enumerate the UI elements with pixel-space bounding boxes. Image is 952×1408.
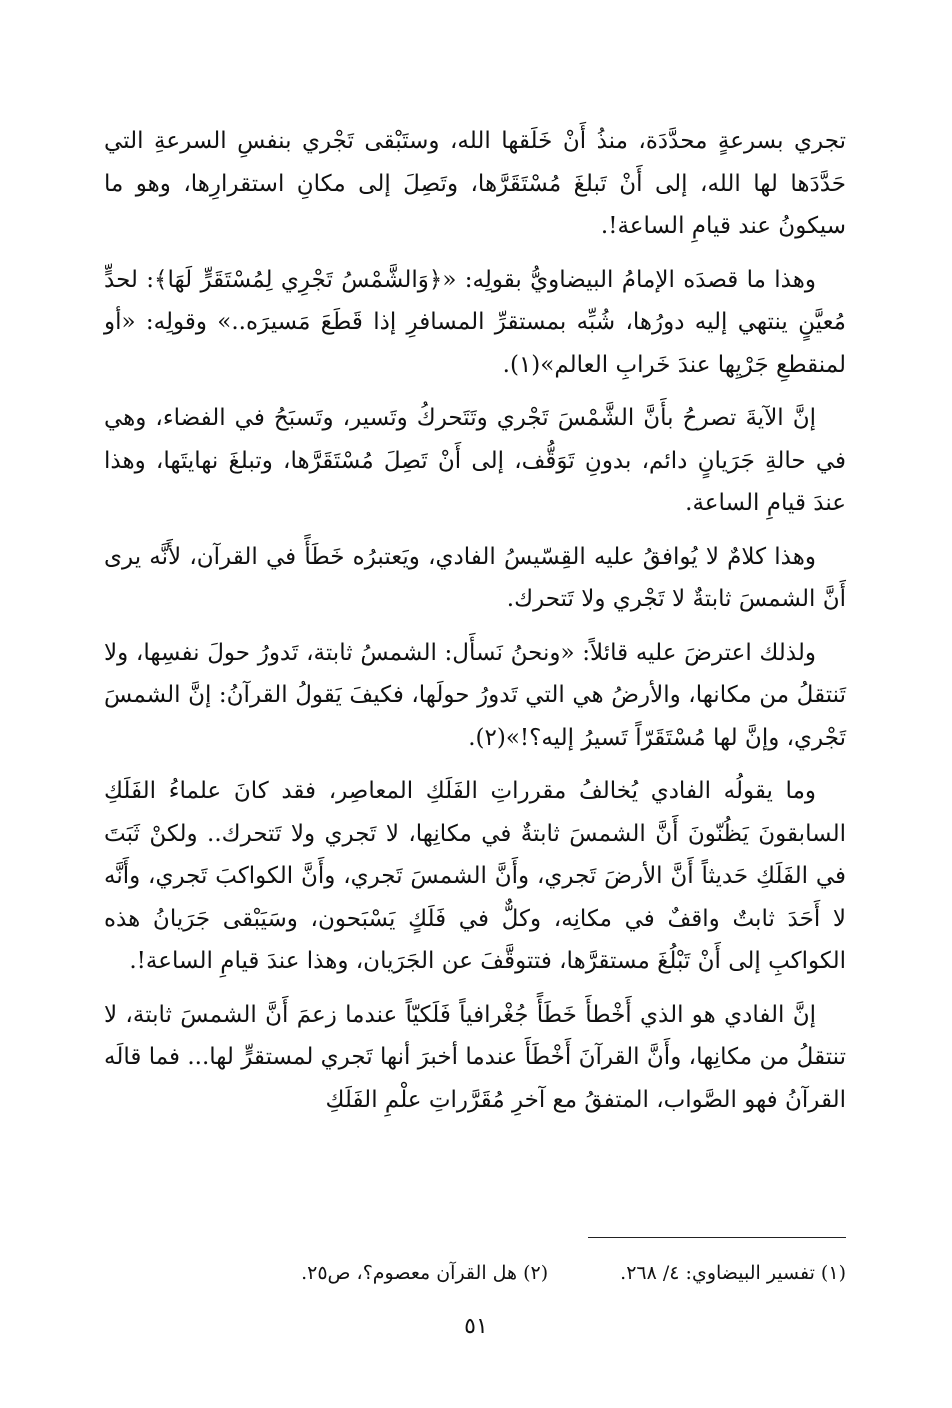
page-number: ٥١ [464,1314,488,1339]
footnotes [150,1258,846,1288]
paragraph-1: تجري بسرعةٍ محدَّدَة، منذُ أَنْ خَلَقها الله، وستَبْقى تَجْري بنفسِ السرعةِ التي حَدَّدَها لها الله، إلى أَنْ تَبلغَ مُسْتَقَرَّها، وتَصِلَ إلى مكانِ استقرارِها، وهو ما سيكونُ عند قيامِ الساعة!. [104,128,846,239]
paragraph-2: وهذا ما قصدَه الإمامُ البيضاويُّ بقولِه: «﴿وَالشَّمْسُ تَجْرِي لِمُسْتَقَرٍّ لَهَا﴾: لحدٍّ مُعيَّنٍ ينتهي إليه دورُها، شُبِّه بمستقرِّ المسافرِ إذا قَطَعَ مَسيرَه..» وقولِه: «أو لمنقطعِ جَرْيِها عندَ خَرابِ العالم»(١). [104,266,846,378]
footnote-divider [588,1237,846,1238]
paragraph-4: وهذا كلامٌ لا يُوافقُ عليه القِسّيسُ الفادي، ويَعتبرُه خَطَأً في القرآن، لأَنَّه يرى أَنَّ الشمسَ ثابتةٌ لا تَجْري ولا تَتحرك. [104,543,846,612]
paragraph-3: إنَّ الآيةَ تصرحُ بأَنَّ الشَّمْسَ تَجْري وتَتَحركُ وتَسير، وتَسبَحُ في الفضاء، وهي في حالةِ جَرَيانٍ دائم، بدونِ تَوَقُّف، إلى أَنْ تَصِلَ مُسْتَقَرَّها، وتبلغَ نهايتَها، وهذا عندَ قيامِ الساعة. [104,405,846,516]
main-text [104,120,846,1121]
footnote-2: (٢) هل القرآن معصوم؟، ص٢٥. [301,1262,549,1284]
footnote-1: (١) تفسير البيضاوي: ٤/ ٢٦٨. [620,1262,846,1284]
paragraph-5: ولذلك اعترضَ عليه قائلاً: «ونحنُ نَسأَل: الشمسُ ثابتة، تَدورُ حولَ نفسِها، ولا تَنتقلُ من مكانها، والأرضُ هي التي تَدورُ حولَها، فكيفَ يَقولُ القرآنُ: إنَّ الشمسَ تَجْري، وإنَّ لها مُسْتَقَرّاً تَسيرُ إليه؟!»(٢). [104,639,846,751]
paragraph-7: إنَّ الفادي هو الذي أَخْطأَ خَطَأً جُغْرافياً فَلَكيّاً عندما زعمَ أَنَّ الشمسَ ثابتة، لا تنتقلُ من مكانِها، وأَنَّ القرآنَ أَخْطَأَ عندما أخبرَ أنها تَجري لمستقرٍّ لها... فما قالَه القرآنُ فهو الصَّواب، المتفقُ مع آخرِ مُقَرَّراتِ علْمِ الفَلَكِ [104,1001,846,1113]
paragraph-6: وما يقولُه الفادي يُخالفُ مقرراتِ الفَلَكِ المعاصِر، فقد كانَ علماءُ الفَلَكِ السابقونَ يَظُنّونَ أَنَّ الشمسَ ثابتةٌ في مكانِها، لا تَجري ولا تَتحرك.. ولكنْ ثَبَتَ في الفَلَكِ حَديثاً أَنَّ الأرضَ تَجري، وأَنَّ الشمسَ تَجري، وأَنَّ الكواكبَ تَجري، وأَنَّه لا أَحَدَ ثابتٌ واقفٌ في مكانِه، وكلٌّ في فَلَكٍ يَسْبَحون، وسَيَبْقى جَرَيانُ هذه الكواكبِ إلى أَنْ تَبْلُغَ مستقرَّها، فتتوقَّفَ عن الجَرَيان، وهذا عندَ قيامِ الساعة!. [104,778,846,974]
